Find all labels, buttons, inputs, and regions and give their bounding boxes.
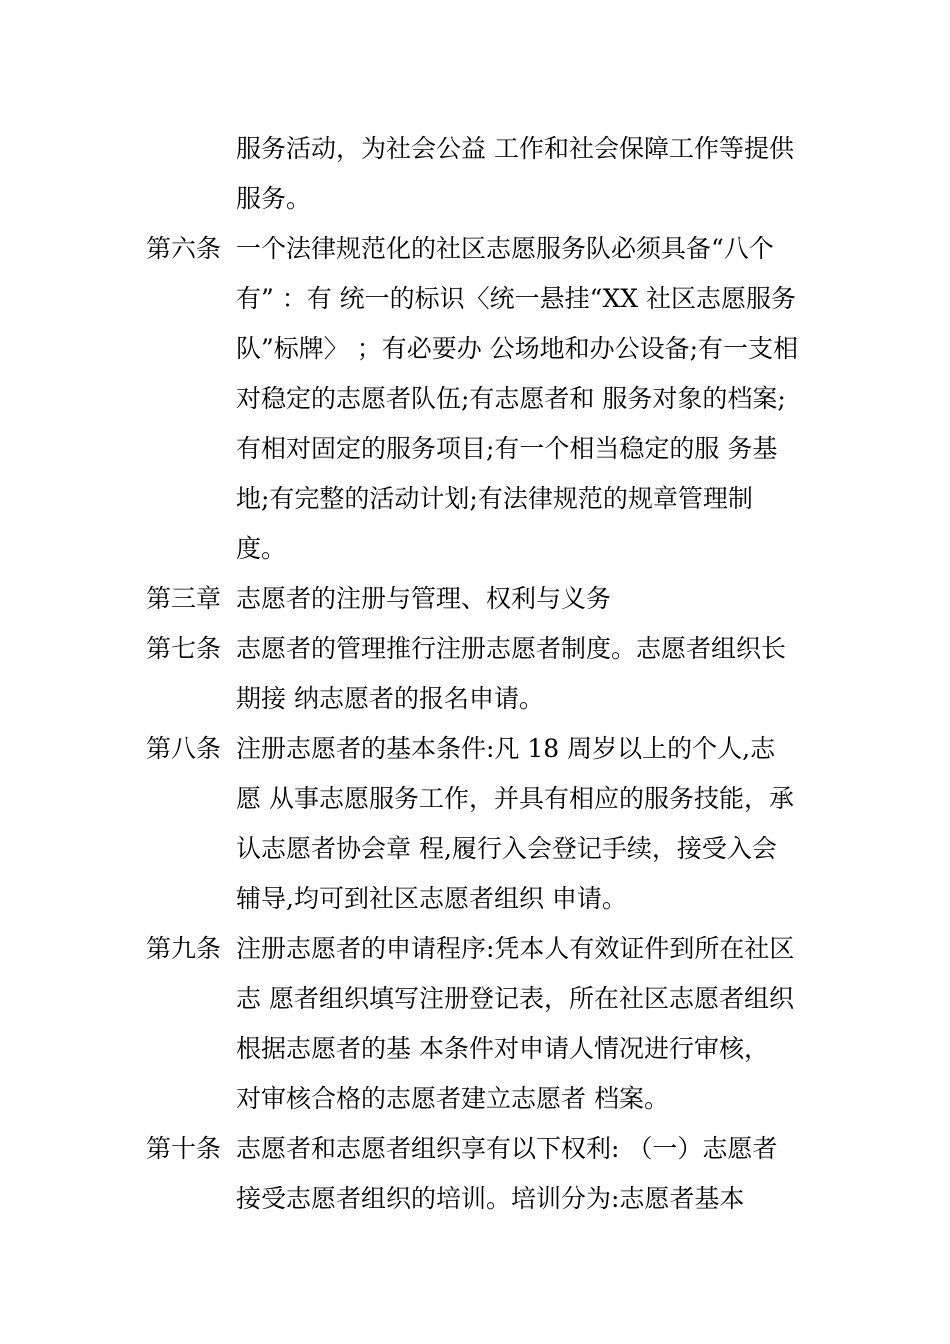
article-heading: 第十条 xyxy=(146,1134,222,1163)
section-body: 志愿者的注册与管理、权利与义务 xyxy=(236,584,612,613)
chapter-heading: 第三章 xyxy=(146,584,222,613)
section-article-7 xyxy=(146,624,806,724)
section-article-9 xyxy=(146,924,806,1124)
section-chapter-3 xyxy=(146,574,806,624)
article-heading: 第六条 xyxy=(146,234,222,263)
section-article-6 xyxy=(146,224,806,574)
section-continuation xyxy=(146,124,806,224)
section-body: 志愿者的管理推行注册志愿者制度。志愿者组织长期接 纳志愿者的报名申请。 xyxy=(236,634,787,713)
section-body: 一个法律规范化的社区志愿服务队必须具备“八个有” ：有 统一的标识〈统一悬挂“XX 社区志愿服务队”标牌〉 ；有必要办 公场地和办公设备;有一支相对稳定的志愿者队伍;有志愿者和 服务对象的档案;有相对固定的服务项目;有一个相当稳定的服 务基地;有完整的活动计划;有法律规范的规章管理制度。 xyxy=(236,234,799,563)
section-body: 服务活动，为社会公益 工作和社会保障工作等提供服务。 xyxy=(236,134,794,213)
article-heading: 第八条 xyxy=(146,734,222,763)
section-body: 注册志愿者的基本条件:凡 18 周岁以上的个人,志愿 从事志愿服务工作，并具有相应的服务技能，承认志愿者协会章 程,履行入会登记手续，接受入会辅导,均可到社区志愿者组织 申请。 xyxy=(236,734,794,913)
article-heading: 第九条 xyxy=(146,934,222,963)
section-body: 志愿者和志愿者组织享有以下权利: （一）志愿者接受志愿者组织的培训。培训分为:志愿者基本 xyxy=(236,1134,778,1213)
section-article-8 xyxy=(146,724,806,924)
article-heading: 第七条 xyxy=(146,634,222,663)
section-article-10 xyxy=(146,1124,806,1224)
section-body: 注册志愿者的申请程序:凭本人有效证件到所在社区志 愿者组织填写注册登记表，所在社区志愿者组织根据志愿者的基 本条件对申请人情况进行审核， 对审核合格的志愿者建立志愿者 档案。 xyxy=(236,934,795,1113)
